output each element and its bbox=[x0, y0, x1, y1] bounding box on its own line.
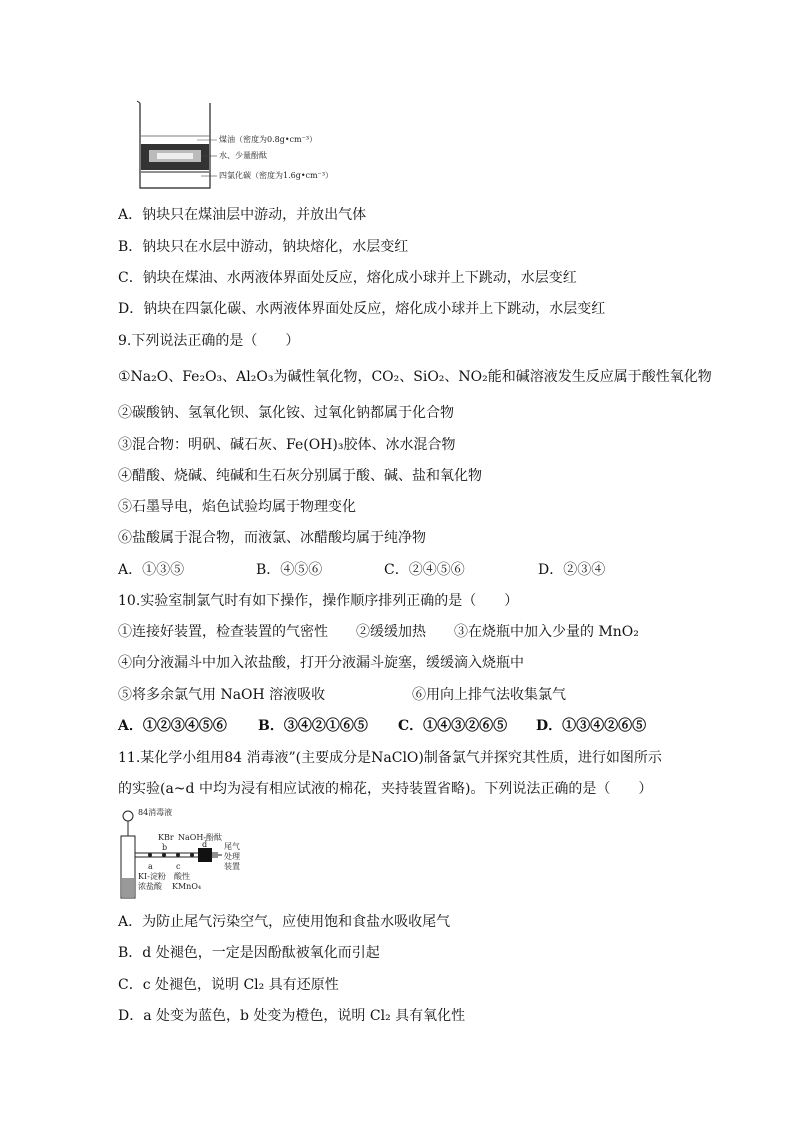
q9-item-2: ②碳酸钠、氢氧化钡、氯化铵、过氧化钠都属于化合物 bbox=[118, 405, 454, 421]
q10-option-c: C．①④③②⑥⑤ bbox=[398, 718, 508, 734]
q9-item-6: ⑥盐酸属于混合物，而液氯、冰醋酸均属于纯净物 bbox=[118, 530, 426, 546]
q11-stem-line-2: 的实验(a~d 中均为浸有相应试液的棉花，夹持装置省略)。下列说法正确的是（ ） bbox=[118, 781, 653, 797]
q8-option-c: C．钠块在煤油、水两液体界面处反应，熔化成小球并上下跳动，水层变红 bbox=[118, 270, 577, 286]
label-d: d bbox=[202, 840, 208, 849]
q9-option-d: D．②③④ bbox=[538, 562, 606, 578]
q9-item-5: ⑤石墨导电，焰色试验均属于物理变化 bbox=[118, 499, 356, 515]
q10-option-a: A．①②③④⑤⑥ bbox=[118, 718, 227, 734]
q10-item-4: ④向分液漏斗中加入浓盐酸，打开分液漏斗旋塞，缓缓滴入烧瓶中 bbox=[118, 655, 524, 671]
q9-option-b: B．④⑤⑥ bbox=[256, 562, 323, 578]
q10-item-6: ⑥用向上排气法收集氯气 bbox=[412, 687, 566, 703]
q10-option-b: B．③④②①⑥⑤ bbox=[258, 718, 368, 734]
q9-item-4: ④醋酸、烧碱、纯碱和生石灰分别属于酸、碱、盐和氧化物 bbox=[118, 468, 482, 484]
q8-option-a: A．钠块只在煤油层中游动，并放出气体 bbox=[118, 207, 367, 223]
label-c: c bbox=[176, 862, 181, 871]
apparatus-figure bbox=[118, 806, 268, 902]
q11-option-d: D．a 处变为蓝色，b 处变为橙色，说明 Cl₂ 具有氧化性 bbox=[118, 1008, 466, 1024]
label-b: b bbox=[162, 843, 168, 852]
q9-option-c: C．②④⑤⑥ bbox=[384, 562, 465, 578]
label-a: a bbox=[148, 862, 153, 871]
q11-stem-line-1: 11.某化学小组用84 消毒液”(主要成分是NaClO)制备氯气并探究其性质，进行如图所示 bbox=[118, 750, 662, 766]
q8-option-d: D．钠块在四氯化碳、水两液体界面处反应，熔化成小球并上下跳动，水层变红 bbox=[118, 301, 606, 317]
q10-item-5: ⑤将多余氯气用 NaOH 溶液吸收 bbox=[118, 687, 326, 703]
label-tail: 尾气 bbox=[224, 842, 240, 851]
q11-option-c: C．c 处褪色，说明 Cl₂ 具有还原性 bbox=[118, 977, 339, 993]
label-ki: KI-淀粉 bbox=[138, 872, 166, 881]
label-naoh: NaOH-酚酞 bbox=[178, 833, 223, 842]
label-acid: 酸性 bbox=[174, 872, 190, 881]
label-kbr: KBr bbox=[158, 833, 174, 842]
label-84: 84消毒液 bbox=[138, 808, 173, 817]
label-treat: 处理 bbox=[224, 852, 240, 861]
q9-stem: 9.下列说法正确的是（ ） bbox=[118, 333, 300, 349]
q9-option-a: A．①③⑤ bbox=[118, 562, 185, 578]
q10-stem: 10.实验室制氯气时有如下操作，操作顺序排列正确的是（ ） bbox=[118, 593, 519, 609]
label-hcl: 浓盐酸 bbox=[138, 882, 162, 891]
label-device: 装置 bbox=[224, 862, 240, 871]
kerosene-label: 煤油（密度为0.8g•cm⁻³） bbox=[219, 135, 318, 144]
label-kmno4: KMnO₄ bbox=[172, 882, 202, 891]
beaker-figure bbox=[135, 100, 345, 195]
q11-option-b: B．d 处褪色，一定是因酚酞被氧化而引起 bbox=[118, 945, 380, 961]
q9-item-3: ③混合物：明矾、碱石灰、Fe(OH)₃胶体、冰水混合物 bbox=[118, 437, 456, 453]
q9-item-1: ①Na₂O、Fe₂O₃、Al₂O₃为碱性氧化物，CO₂、SiO₂、NO₂能和碱溶液发生反应属于酸性氧化物 bbox=[118, 369, 712, 385]
q11-option-a: A．为防止尾气污染空气，应使用饱和食盐水吸收尾气 bbox=[118, 914, 451, 930]
ccl4-label: 四氯化碳（密度为1.6g•cm⁻³） bbox=[219, 171, 334, 180]
q10-option-d: D．①③④②⑥⑤ bbox=[536, 718, 647, 734]
q8-option-b: B．钠块只在水层中游动，钠块熔化，水层变红 bbox=[118, 239, 409, 255]
q10-item-1-3: ①连接好装置，检查装置的气密性 ②缓缓加热 ③在烧瓶中加入少量的 MnO₂ bbox=[118, 624, 639, 640]
water-label: 水、少量酚酞 bbox=[219, 151, 267, 160]
